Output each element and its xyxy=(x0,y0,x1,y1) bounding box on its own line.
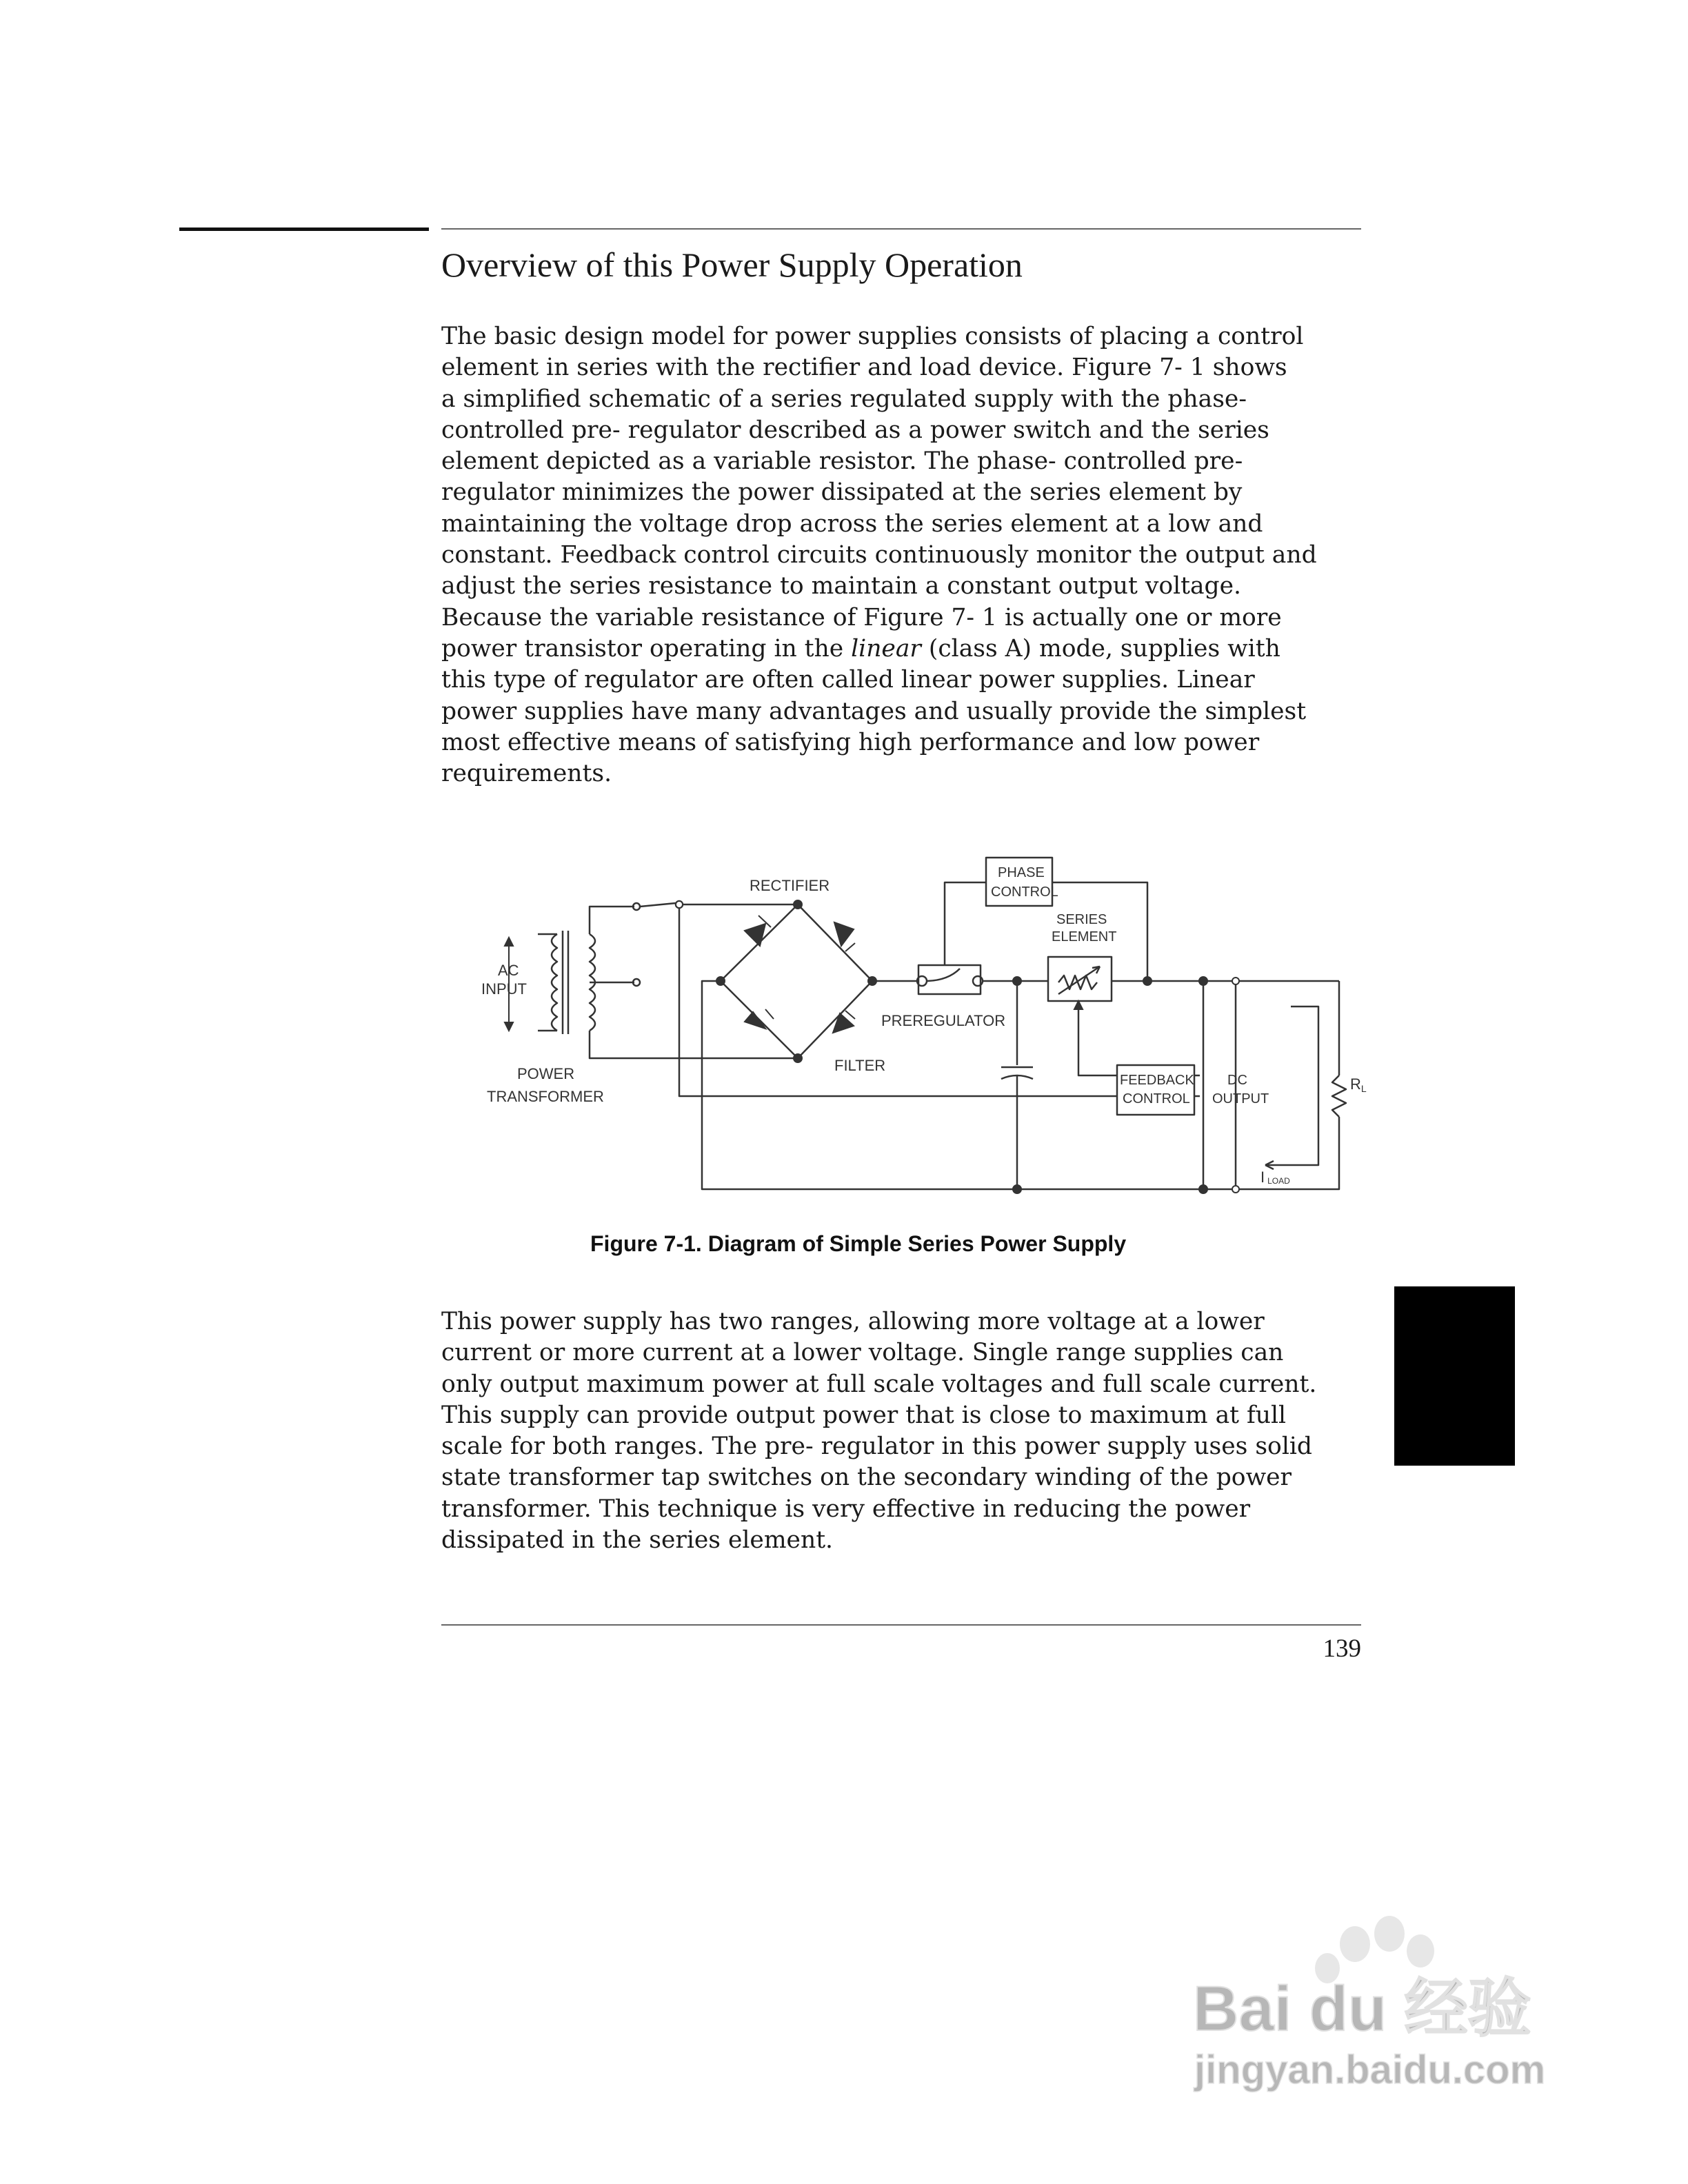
junction-dot xyxy=(868,977,876,985)
text-line: most effective means of satisfying high performance and low power xyxy=(441,728,1260,756)
load-current-path xyxy=(1265,1007,1318,1165)
baidu-watermark xyxy=(1179,1903,1579,2110)
output-terminal xyxy=(1232,978,1239,984)
text-line: a simplified schematic of a series regulated supply with the phase- xyxy=(441,385,1247,413)
text-line: only output maximum power at full scale voltages and full scale current. xyxy=(441,1370,1317,1398)
label-iload-main: I xyxy=(1260,1169,1265,1186)
tap-switch-blade xyxy=(640,903,676,907)
junction-dot xyxy=(1143,977,1152,985)
diode-top-left xyxy=(745,924,765,946)
label-series: SERIES xyxy=(1056,912,1107,927)
preregulator-blade xyxy=(927,969,960,981)
label-rl-sub: L xyxy=(1360,1083,1367,1094)
transformer-primary-coil xyxy=(552,934,557,1031)
label-rectifier: RECTIFIER xyxy=(750,877,830,894)
text-line: constant. Feedback control circuits continuously monitor the output and xyxy=(441,541,1317,569)
text-line: transformer. This technique is very effective in reducing the power xyxy=(441,1495,1251,1523)
junction-dot xyxy=(794,900,802,909)
label-transformer: TRANSFORMER xyxy=(487,1088,604,1105)
section-rule-thick xyxy=(179,228,429,231)
feedback-to-series xyxy=(1078,1001,1117,1075)
preregulator-box xyxy=(918,965,981,994)
watermark-url: jingyan.baidu.com xyxy=(1194,2048,1546,2092)
ranges-paragraph xyxy=(441,1306,1365,1556)
preregulator-link xyxy=(945,882,986,965)
diode-bar xyxy=(765,1009,774,1019)
circuit-diagram xyxy=(441,841,1393,1213)
diode-bottom-left xyxy=(745,1012,765,1029)
text-line: controlled pre- regulator described as a power switch and the series xyxy=(441,416,1269,444)
figure-caption: Figure 7-1. Diagram of Simple Series Power Supply xyxy=(590,1231,1127,1256)
diode-bar xyxy=(845,1011,855,1019)
text-line: This supply can provide output power that is close to maximum at full xyxy=(441,1401,1287,1429)
page-title: Overview of this Power Supply Operation xyxy=(441,245,1023,284)
diode-bar xyxy=(845,943,855,951)
label-rl-main: R xyxy=(1350,1075,1361,1093)
diode-bottom-right xyxy=(833,1013,854,1033)
junction-dot xyxy=(1199,977,1207,985)
text-line: this type of regulator are often called linear power supplies. Linear xyxy=(441,666,1255,694)
text-line: element in series with the rectifier and load device. Figure 7- 1 shows xyxy=(441,354,1287,382)
label-iload-sub: LOAD xyxy=(1267,1176,1290,1186)
series-variable-arrow xyxy=(1058,967,1100,994)
series-resistor-zigzag xyxy=(1058,975,1097,989)
junction-dot xyxy=(794,1054,802,1062)
label-feedback: FEEDBACK xyxy=(1120,1073,1194,1088)
intro-paragraph xyxy=(441,321,1365,789)
phase-arrow xyxy=(1074,1001,1083,1009)
italic-term: linear xyxy=(851,634,921,663)
text-line: adjust the series resistance to maintain a constant output voltage. xyxy=(441,572,1242,600)
text-line xyxy=(441,634,1365,665)
chapter-tab-marker xyxy=(1394,1286,1515,1466)
junction-dot xyxy=(716,977,725,985)
label-ac: AC xyxy=(498,962,519,979)
text-line: maintaining the voltage drop across the series element at a low and xyxy=(441,509,1263,538)
text-line: requirements. xyxy=(441,760,612,788)
watermark-brand: Bai du 经验 xyxy=(1193,1974,1531,2044)
text-line: current or more current at a lower voltage. Single range supplies can xyxy=(441,1339,1284,1367)
text-line: power supplies have many advantages and usually provide the simplest xyxy=(441,697,1307,725)
diode-top-right xyxy=(834,922,854,946)
text-line: element depicted as a variable resistor. The phase- controlled pre- xyxy=(441,447,1243,476)
output-terminal xyxy=(676,901,683,908)
text-line: Because the variable resistance of Figure 7- 1 is actually one or more xyxy=(441,603,1282,631)
junction-dot xyxy=(1199,1185,1207,1193)
label-preregulator: PREREGULATOR xyxy=(881,1012,1006,1029)
junction-dot xyxy=(1013,1185,1021,1193)
output-terminal xyxy=(1232,1186,1239,1193)
text-line: state transformer tap switches on the secondary winding of the power xyxy=(441,1464,1292,1492)
secondary-bottom-wire xyxy=(590,1031,798,1058)
label-load-resistor xyxy=(1350,1075,1367,1094)
text-line: This power supply has two ranges, allowing more voltage at a lower xyxy=(441,1308,1265,1335)
label-power: POWER xyxy=(517,1065,575,1082)
text-segment: (class A) mode, supplies with xyxy=(921,634,1280,663)
text-line: regulator minimizes the power dissipated at the series element by xyxy=(441,478,1243,507)
load-resistor-zigzag xyxy=(1332,1075,1346,1117)
label-output: OUTPUT xyxy=(1212,1091,1269,1106)
junction-dot xyxy=(1013,977,1021,985)
label-phase-control: CONTROL xyxy=(991,884,1058,900)
label-load-current xyxy=(1260,1169,1290,1186)
label-filter: FILTER xyxy=(834,1057,886,1074)
label-input: INPUT xyxy=(481,980,527,998)
text-line: dissipated in the series element. xyxy=(441,1526,834,1555)
label-dc: DC xyxy=(1227,1073,1247,1088)
label-phase: PHASE xyxy=(998,865,1045,880)
secondary-top-wire xyxy=(590,907,634,934)
text-segment: power transistor operating in the xyxy=(441,634,852,663)
label-element: ELEMENT xyxy=(1052,929,1117,944)
footer-rule xyxy=(441,1624,1361,1626)
section-rule-top xyxy=(441,228,1361,230)
text-line: The basic design model for power supplies consists of placing a control xyxy=(441,323,1304,350)
label-feedback-control: CONTROL xyxy=(1123,1091,1190,1106)
page-number: 139 xyxy=(1323,1635,1361,1663)
text-line: scale for both ranges. The pre- regulator in this power supply uses solid xyxy=(441,1433,1312,1461)
